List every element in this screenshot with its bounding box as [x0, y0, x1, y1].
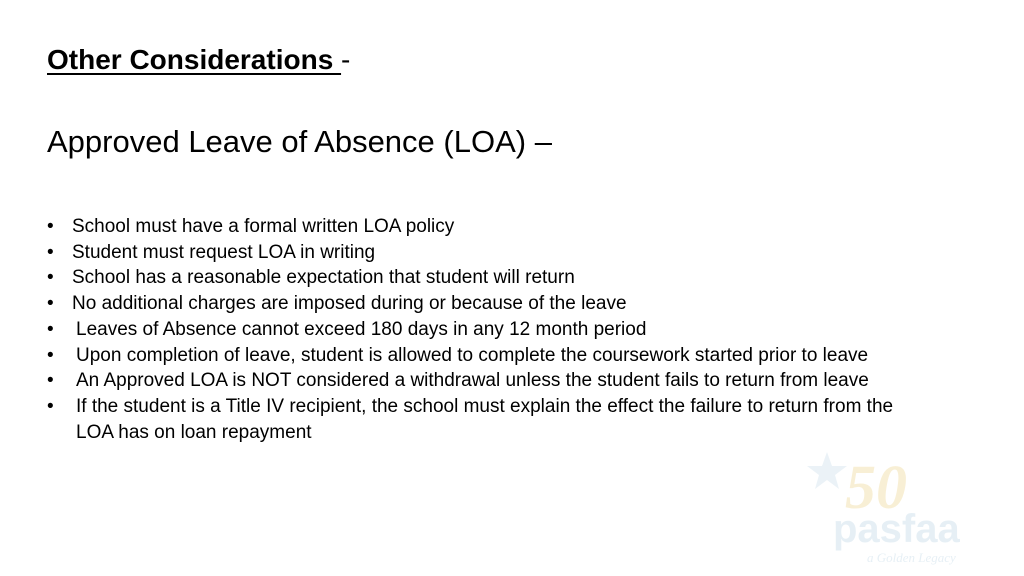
slide-subtitle: Approved Leave of Absence (LOA) – [47, 124, 552, 159]
bullet-list [47, 214, 927, 445]
slide-title [47, 44, 350, 76]
star-icon [807, 452, 847, 489]
pasfaa-logo [805, 448, 1005, 570]
bullet-item: • Student must request LOA in writing [47, 240, 927, 266]
bullet-item: • If the student is a Title IV recipient, the school must explain the effect the failure to return from the LOA has on loan repayment [47, 394, 927, 445]
logo-name: pasfaa [833, 507, 960, 551]
bullet-item: • An Approved LOA is NOT considered a withdrawal unless the student fails to return from leave [47, 368, 927, 394]
bullet-item: • Upon completion of leave, student is allowed to complete the coursework started prior to leave [47, 343, 927, 369]
bullet-item: • Leaves of Absence cannot exceed 180 days in any 12 month period [47, 317, 927, 343]
bullet-item: • No additional charges are imposed during or because of the leave [47, 291, 927, 317]
bullet-item: • School must have a formal written LOA policy [47, 214, 927, 240]
title-text: Other Considerations [47, 44, 342, 75]
logo-number: 50 [845, 454, 907, 522]
logo-tagline: a Golden Legacy [867, 550, 956, 565]
bullet-item: • School has a reasonable expectation that student will return [47, 265, 927, 291]
title-dash: - [341, 44, 351, 75]
